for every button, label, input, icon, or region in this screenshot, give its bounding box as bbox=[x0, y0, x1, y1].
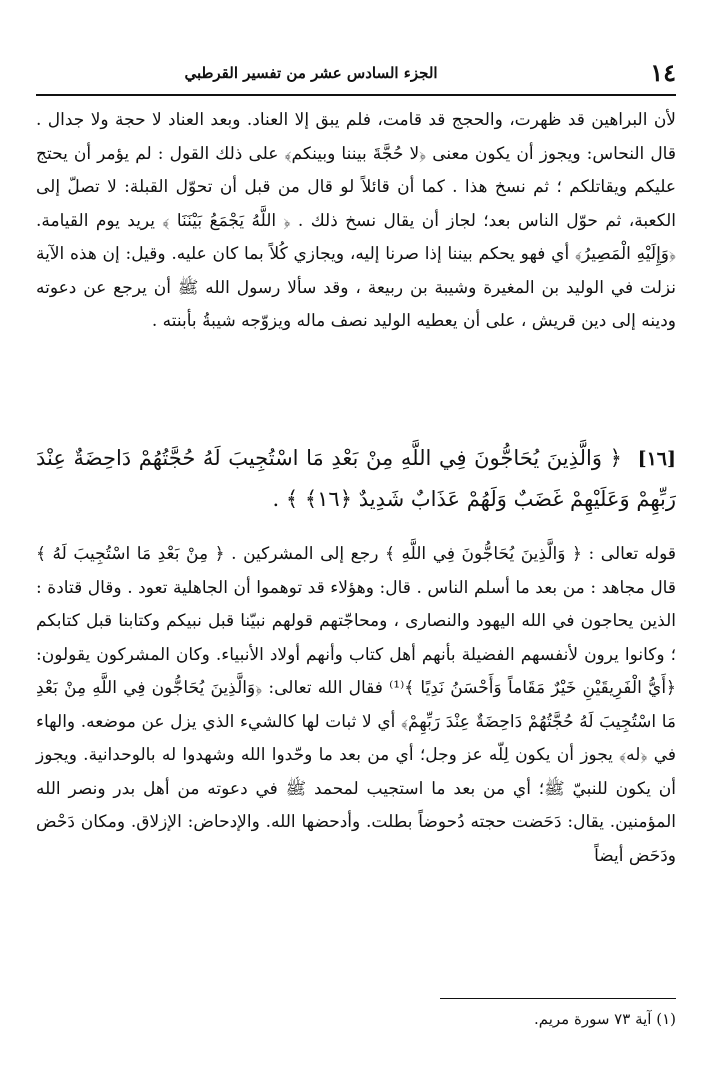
footnote: (١) آية ٧٣ سورة مريم. bbox=[533, 1010, 676, 1028]
commentary-paragraph-2: قوله تعالى : ﴿ وَالَّذِينَ يُحَاجُّونَ فِي اللَّهِ ﴾ رجع إلى المشركين . ﴿ مِنْ بَعْدِ مَا اسْتُجِيبَ لَهُ ﴾ قال مجاهد : من بعد ما أسلم الناس . قال: وهؤلاء قد توهموا أن الجاهلية تعود . وقال قتادة : الذين يحاجون في الله اليهود والنصارى ، ومحاجّتهم قولهم نبيّنا قبل نبيكم وكتابنا قبل كتابكم ؛ وكانوا يرون لأنفسهم الفضيلة بأنهم أهل كتاب وأنهم أولاد الأنبياء. وكان المشركون يقولون: ﴿أَيُّ الْفَرِيقَيْنِ خَيْرٌ مَقَاماً وَأَحْسَنُ نَدِيًا ﴾⁽¹⁾ فقال الله تعالى: ﴿وَالَّذِينَ يُحَاجُّون فِي اللَّهِ مِنْ بَعْدِ مَا اسْتُجِيبَ لَهُ حُجَّتُهُمْ دَاحِضَةٌ عِنْدَ رَبِّهِمْ﴾ أي لا ثبات لها كالشيء الذي يزل عن موضعه. والهاء في ﴿له﴾ يجوز أن يكون لِلّه عز وجل؛ أي من بعد ما وحّدوا الله وشهدوا له بالوحدانية. ويجوز أن يكون للنبيّ ﷺ؛ أي من بعد ما استجيب لمحمد ﷺ في دعوته من أهل بدر ونصر الله المؤمنين. يقال: دَحَضت حجته دُحوضاً بطلت. وأدحضها الله. والإدحاض: الإزلاق. ومكان دَحْض ودَحَض أيضاً bbox=[36, 544, 676, 866]
quran-verse bbox=[36, 438, 676, 519]
verse-number: [١٦] bbox=[637, 448, 676, 470]
header-divider bbox=[36, 94, 676, 96]
footnote-divider bbox=[440, 998, 676, 999]
page-header bbox=[36, 58, 676, 92]
page-number: ١٤ bbox=[650, 58, 676, 87]
running-title: الجزء السادس عشر من تفسير القرطبي bbox=[184, 64, 438, 82]
commentary-paragraph-1: لأن البراهين قد ظهرت، والحجج قد قامت، فلم يبق إلا العناد. وبعد العناد لا حجة ولا جدال . قال النحاس: ويجوز أن يكون معنى ﴿لا حُجَّةَ بيننا وبينكم﴾ على ذلك القول : لم يؤمر أن يحتج عليكم ويقاتلكم ؛ ثم نسخ هذا . كما أن قائلاً لو قال من قبل أن تحوّل القبلة: لا تصلّ إلى الكعبة، ثم حوّل الناس بعد؛ لجاز أن يقال نسخ ذلك . ﴿ اللَّهُ يَجْمَعُ بَيْنَنَا ﴾ يريد يوم القيامة. ﴿وَإِلَيْهِ الْمَصِيرُ﴾ أي فهو يحكم بيننا إذا صرنا إليه، ويجازي كُلاً بما كان عليه. وقيل: إن هذه الآية نزلت في الوليد بن المغيرة وشيبة بن ربيعة ، وقد سألا رسول الله ﷺ أن يرجع عن دعوته ودينه إلى دين قريش ، على أن يعطيه الوليد نصف ماله ويزوّجه شيبةُ بأبنته . bbox=[36, 110, 676, 331]
verse-text: ﴿ وَالَّذِينَ يُحَاجُّونَ فِي اللَّهِ مِنْ بَعْدِ مَا اسْتُجِيبَ لَهُ حُجَّتُهُمْ دَاحِضَةٌ عِنْدَ رَبِّهِمْ وَعَلَيْهِمْ غَضَبٌ وَلَهُمْ عَذَابٌ شَدِيدٌ ﴿١٦﴾ ﴾ . bbox=[36, 446, 676, 511]
